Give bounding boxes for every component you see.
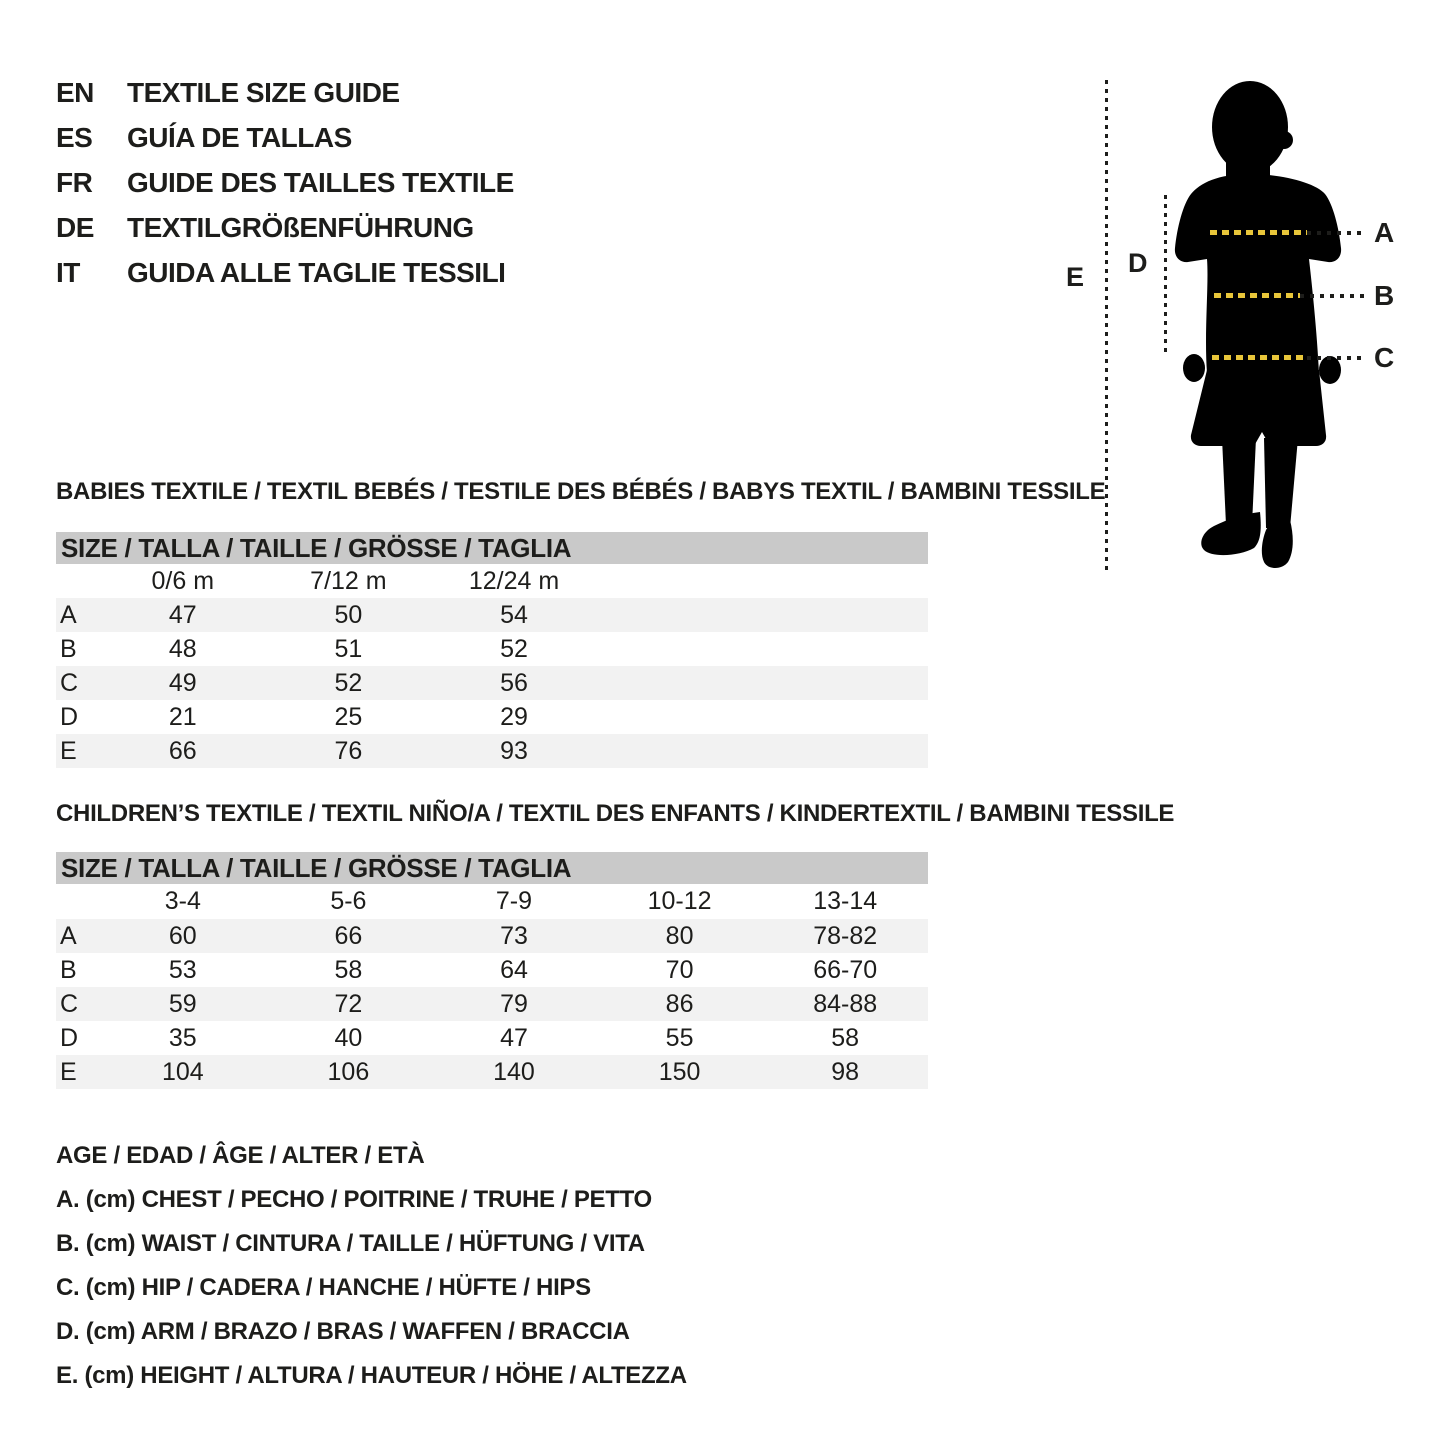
cell-value: 93	[500, 736, 528, 765]
cell-value: 86	[665, 989, 694, 1018]
row-label: D	[60, 1023, 79, 1052]
cell-value: 106	[327, 1057, 370, 1086]
legend-line: AGE / EDAD / ÂGE / ALTER / ETÀ	[56, 1142, 425, 1169]
lang-title: TEXTILE SIZE GUIDE	[127, 77, 400, 108]
lang-code: FR	[56, 167, 93, 198]
measurement-figure	[0, 0, 1445, 620]
table-row	[56, 734, 928, 768]
cell-value: 52	[500, 634, 528, 663]
waist-measure-dots-B	[1300, 294, 1365, 298]
babies-col-header: 0/6 m	[151, 566, 215, 595]
height-measure-line-E	[1105, 80, 1108, 570]
cell-value: 58	[334, 955, 363, 984]
table-row	[56, 632, 928, 666]
cell-value: 51	[334, 634, 363, 663]
cell-value: 56	[500, 668, 528, 697]
lang-title: TEXTILGRÖßENFÜHRUNG	[127, 212, 474, 243]
legend-line: E. (cm) HEIGHT / ALTURA / HAUTEUR / HÖHE / ALTEZZA	[56, 1362, 687, 1389]
row-label: A	[60, 921, 77, 950]
children-size-header-text: SIZE / TALLA / TAILLE / GRÖSSE / TAGLIA	[61, 852, 572, 883]
cell-value: 54	[500, 600, 528, 629]
babies-col-header: 7/12 m	[310, 566, 387, 595]
table-row	[56, 953, 928, 987]
cell-value: 47	[168, 600, 197, 629]
cell-value: 140	[493, 1057, 535, 1086]
cell-value: 73	[500, 921, 528, 950]
height-label-E: E	[1066, 262, 1085, 292]
cell-value: 49	[168, 668, 197, 697]
lang-title: GUIDE DES TAILLES TEXTILE	[127, 167, 514, 198]
children-col-header: 7-9	[495, 887, 533, 915]
cell-value: 66-70	[813, 955, 878, 984]
cell-value: 35	[168, 1023, 197, 1052]
cell-value: 58	[831, 1023, 860, 1052]
babies-column-headers	[56, 564, 928, 598]
cell-value: 52	[334, 668, 363, 697]
cell-value: 80	[665, 921, 694, 950]
child-silhouette-icon	[1170, 80, 1345, 570]
arm-label-D: D	[1128, 248, 1148, 278]
legend-line: C. (cm) HIP / CADERA / HANCHE / HÜFTE / HIPS	[56, 1274, 591, 1301]
cell-value: 76	[334, 736, 363, 765]
row-label: B	[60, 634, 77, 663]
children-size-header	[56, 852, 928, 884]
hip-measure-dots-C	[1307, 356, 1365, 360]
lang-code: DE	[56, 212, 94, 243]
measurement-legend	[56, 1134, 687, 1398]
table-row	[56, 1055, 928, 1089]
lang-code: IT	[56, 257, 80, 288]
cell-value: 53	[168, 955, 197, 984]
babies-col-header: 12/24 m	[468, 566, 560, 595]
children-col-header: 5-6	[330, 887, 367, 915]
hip-label-C: C	[1374, 342, 1395, 373]
legend-line: B. (cm) WAIST / CINTURA / TAILLE / HÜFTUNG / VITA	[56, 1230, 645, 1257]
row-label: B	[60, 955, 77, 984]
chest-measure-dash-A	[1210, 230, 1307, 235]
cell-value: 150	[658, 1057, 701, 1086]
cell-value: 50	[334, 600, 363, 629]
cell-value: 79	[500, 989, 528, 1018]
table-row	[56, 919, 928, 953]
cell-value: 60	[168, 921, 197, 950]
cell-value: 66	[168, 736, 197, 765]
lang-title: GUÍA DE TALLAS	[127, 122, 352, 153]
cell-value: 66	[334, 921, 363, 950]
cell-value: 70	[665, 955, 694, 984]
cell-value: 29	[500, 702, 528, 731]
cell-value: 59	[168, 989, 197, 1018]
cell-value: 78-82	[813, 921, 878, 950]
children-col-header: 3-4	[164, 887, 201, 915]
babies-section-title: BABIES TEXTILE / TEXTIL BEBÉS / TESTILE DES BÉBÉS / BABYS TEXTIL / BAMBINI TESSILE	[56, 478, 1106, 505]
cell-value: 21	[168, 702, 197, 731]
row-label: C	[60, 989, 79, 1018]
hip-measure-dash-C	[1212, 355, 1307, 360]
row-label: C	[60, 668, 79, 697]
row-label: A	[60, 600, 77, 629]
table-row	[56, 987, 928, 1021]
children-col-header: 13-14	[813, 887, 878, 915]
children-column-headers	[56, 884, 928, 919]
table-row	[56, 598, 928, 632]
cell-value: 47	[500, 1023, 528, 1052]
row-label: E	[60, 1057, 77, 1086]
lang-code: EN	[56, 77, 94, 108]
children-col-header: 10-12	[647, 887, 712, 915]
waist-label-B: B	[1374, 280, 1395, 311]
cell-value: 64	[500, 955, 528, 984]
waist-measure-dash-B	[1214, 293, 1300, 298]
legend-line: A. (cm) CHEST / PECHO / POITRINE / TRUHE / PETTO	[56, 1186, 652, 1213]
lang-title: GUIDA ALLE TAGLIE TESSILI	[127, 257, 506, 288]
row-label: E	[60, 736, 77, 765]
cell-value: 40	[334, 1023, 363, 1052]
cell-value: 72	[334, 989, 363, 1018]
cell-value: 104	[161, 1057, 204, 1086]
lang-code: ES	[56, 122, 93, 153]
row-label: D	[60, 702, 79, 731]
cell-value: 98	[831, 1057, 860, 1086]
chest-measure-dots-A	[1307, 231, 1365, 235]
table-row	[56, 700, 928, 734]
babies-size-header-text: SIZE / TALLA / TAILLE / GRÖSSE / TAGLIA	[61, 532, 572, 563]
cell-value: 84-88	[813, 989, 878, 1018]
children-section-title: CHILDREN’S TEXTILE / TEXTIL NIÑO/A / TEXTIL DES ENFANTS / KINDERTEXTIL / BAMBINI TESSILE	[56, 800, 1175, 827]
cell-value: 55	[665, 1023, 694, 1052]
cell-value: 48	[168, 634, 197, 663]
table-row	[56, 1021, 928, 1055]
legend-line: D. (cm) ARM / BRAZO / BRAS / WAFFEN / BRACCIA	[56, 1318, 630, 1345]
arm-measure-line-D	[1164, 195, 1167, 353]
table-row	[56, 666, 928, 700]
cell-value: 25	[334, 702, 363, 731]
babies-size-header	[56, 532, 928, 564]
chest-label-A: A	[1374, 217, 1395, 248]
